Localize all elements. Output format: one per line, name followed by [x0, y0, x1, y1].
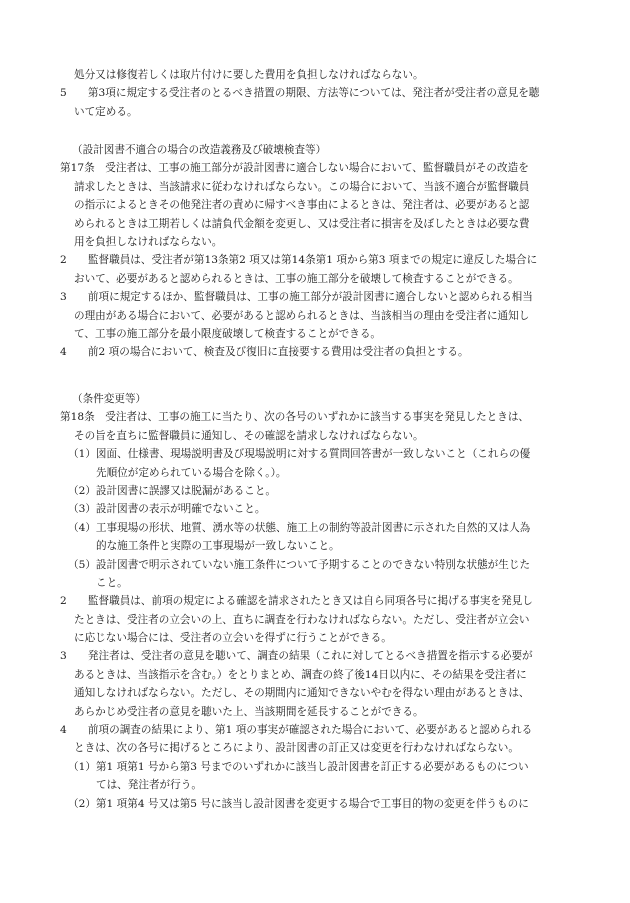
text-line: （5）設計図書で明示されていない施工条件について予期することのできない特別な状態が生じた	[68, 558, 531, 571]
text-line: いて定める。	[74, 105, 138, 118]
text-line: （1）図面、仕様書、現場説明書及び現場説明に対する質問回答書が一致しないこと（これらの優	[68, 448, 531, 461]
section-heading: （設計図書不適合の場合の改造義務及び破壊検査等）	[72, 144, 327, 156]
text-line: の指示によるときその他発注者の責めに帰すべき事由によるときは、発注者は、必要があると認	[74, 199, 530, 212]
text-line: 5 第3項に規定する受注者のとるべき措置の期限、方法等については、発注者が受注者の意見を聴	[60, 87, 540, 100]
text-line: あらかじめ受注者の意見を聴いた上、当該期間を延長することができる。	[74, 705, 424, 718]
text-line: て、工事の施工部分を最小限度破壊して検査することができる。	[74, 327, 382, 340]
text-line: 2 監督職員は、前項の規定による確認を請求されたとき又は自ら同項各号に掲げる事実を発見し	[60, 595, 533, 608]
text-line: ときは、次の各号に掲げるところにより、設計図書の訂正又は変更を行わなければならない。	[74, 742, 519, 755]
text-line: （1）第1 項第1 号から第3 号までのいずれかに該当し設計図書を訂正する必要があるものについ	[68, 760, 529, 773]
text-line: に応じない場合には、受注者の立会いを得ずに行うことができる。	[74, 632, 392, 645]
continuation-block	[60, 66, 570, 121]
text-line: 3 発注者は、受注者の意見を聴いて、調査の結果（これに対してとるべき措置を指示する必要が	[60, 650, 533, 663]
text-line: こと。	[96, 576, 128, 589]
text-line: 第18条 受注者は、工事の施工に当たり、次の各号のいずれかに該当する事実を発見したときは、	[60, 411, 530, 424]
section-heading: （条件変更等）	[72, 393, 147, 405]
article-17-block	[60, 141, 570, 362]
text-line: 3 前項に規定するほか、監督職員は、工事の施工部分が設計図書に適合しないと認められる相当	[60, 291, 533, 304]
text-line: 2 監督職員は、受注者が第13条第2 項又は第14条第1 項から第3 項までの規定に違反した場合に	[60, 254, 538, 267]
text-line: の理由がある場合において、必要があると認められるときは、当該相当の理由を受注者に通知し	[74, 309, 530, 322]
text-line: 第17条 受注者は、工事の施工部分が設計図書に適合しない場合において、監督職員がその改造を	[60, 162, 529, 175]
text-line: 4 前項の調査の結果により、第1 項の事実が確認された場合において、必要があると認められる	[60, 724, 533, 737]
text-line: 的な施工条件と実際の工事現場が一致しないこと。	[96, 540, 340, 553]
text-line: たときは、受注者の立会いの上、直ちに調査を行わなければならない。ただし、受注者が立会い	[74, 613, 530, 626]
text-line: あるときは、当該指示を含む。）をとりまとめ、調査の終了後14日以内に、その結果を受注者に	[74, 668, 527, 681]
text-line: 先順位が定められている場合を除く。）。	[96, 466, 287, 479]
text-line: （3）設計図書の表示が明確でないこと。	[68, 503, 266, 516]
text-line: 請求したときは、当該請求に従わなければならない。この場合において、当該不適合が監督職員	[74, 180, 530, 193]
text-line: 処分又は修復若しくは取片付けに要した費用を負担しなければならない。	[74, 69, 424, 81]
text-line: ては、発注者が行う。	[96, 779, 202, 792]
text-line: おいて、必要があると認められるときは、工事の施工部分を破壊して検査することができる。	[74, 272, 519, 285]
text-line: その旨を直ちに監督職員に通知し、その確認を請求しなければならない。	[74, 429, 424, 442]
text-line: 用を負担しなければならない。	[74, 235, 223, 248]
text-line: められるときは工期若しくは請負代金額を変更し、又は受注者に損害を及ぼしたときは必要な費	[74, 217, 530, 230]
text-line: 通知しなければならない。ただし、その期間内に通知できないやむを得ない理由があるときは、	[74, 687, 530, 700]
text-line: 4 前2 項の場合において、検査及び復旧に直接要する費用は受注者の負担とする。	[60, 346, 469, 359]
text-line: （4）工事現場の形状、地質、湧水等の状態、施工上の制約等設計図書に示された自然的又は人為	[68, 521, 531, 534]
text-line: （2）第1 項第4 号又は第5 号に該当し設計図書を変更する場合で工事目的物の変更を伴うものに	[68, 797, 529, 810]
article-18-block	[60, 390, 570, 813]
text-line: （2）設計図書に誤謬又は脱漏があること。	[68, 484, 277, 497]
